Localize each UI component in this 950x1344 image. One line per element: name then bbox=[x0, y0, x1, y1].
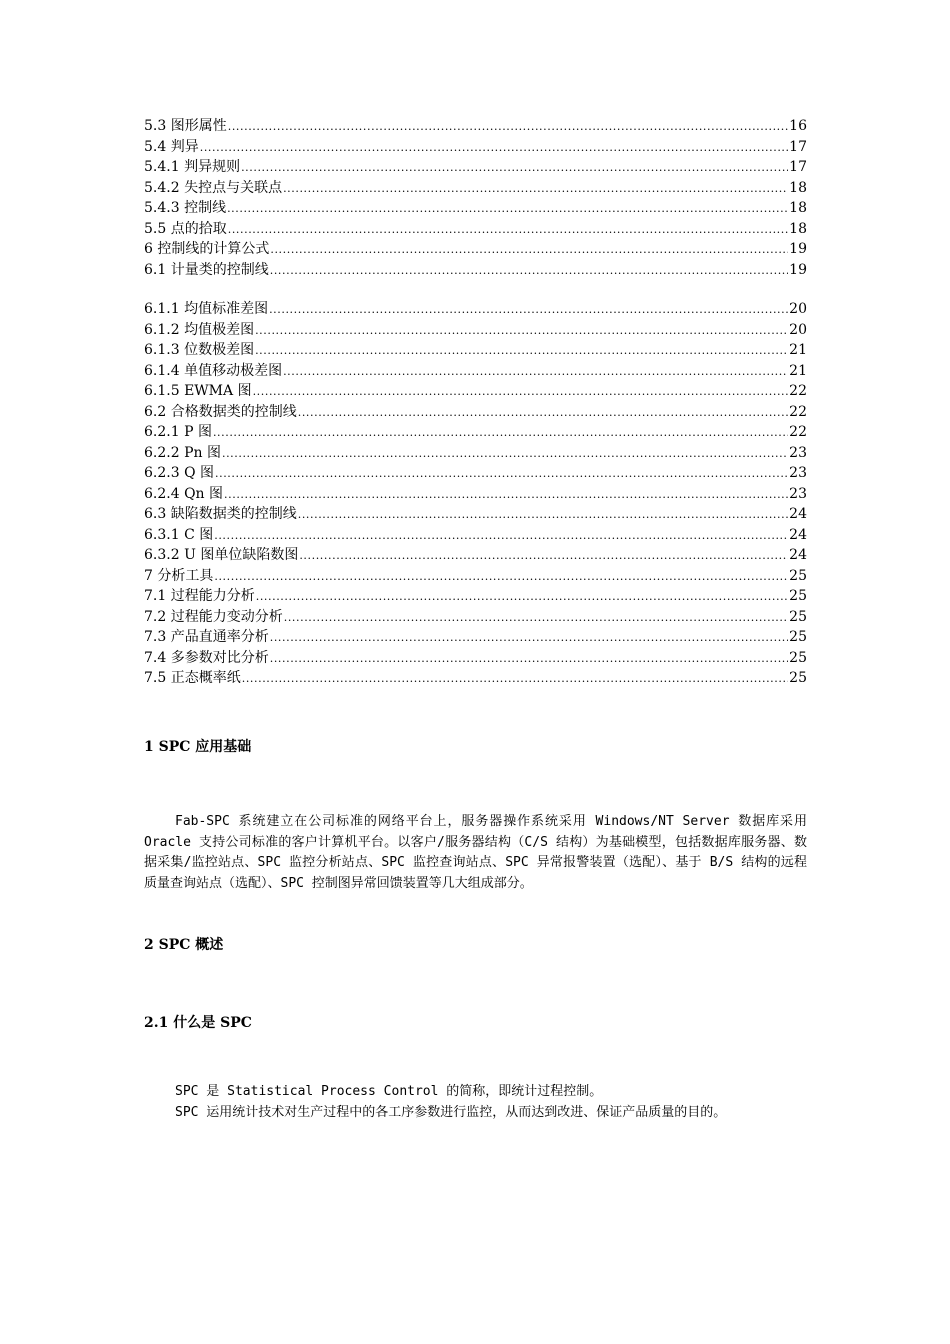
toc-leader-dots bbox=[299, 546, 788, 567]
toc-entry-page: 22 bbox=[789, 383, 807, 399]
section-2-heading: 2 SPC 概述 bbox=[144, 937, 224, 953]
toc-entry[interactable] bbox=[144, 586, 807, 607]
toc-gap bbox=[144, 280, 807, 299]
toc-leader-dots bbox=[222, 444, 788, 465]
table-of-contents bbox=[144, 116, 807, 689]
toc-entry-page: 20 bbox=[789, 321, 807, 338]
section-2-1 bbox=[144, 1012, 807, 1032]
toc-entry-title: 7 分析工具 bbox=[144, 567, 214, 584]
toc-entry[interactable] bbox=[144, 422, 807, 443]
toc-entry[interactable] bbox=[144, 484, 807, 505]
toc-leader-dots bbox=[284, 608, 788, 629]
toc-leader-dots bbox=[255, 321, 788, 342]
section-1-body bbox=[144, 812, 807, 894]
toc-entry-title: 6.3.1 C 图 bbox=[144, 526, 214, 543]
toc-leader-dots bbox=[270, 628, 788, 649]
toc-leader-dots bbox=[256, 587, 788, 608]
toc-entry[interactable] bbox=[144, 137, 807, 158]
toc-entry-page: 24 bbox=[789, 526, 807, 543]
toc-entry-page: 21 bbox=[789, 362, 807, 379]
toc-entry[interactable] bbox=[144, 239, 807, 260]
toc-group-1 bbox=[144, 116, 807, 280]
toc-entry-title: 5.5 点的拾取 bbox=[144, 220, 227, 237]
toc-leader-dots bbox=[228, 220, 788, 241]
toc-leader-dots bbox=[228, 117, 788, 138]
toc-entry-page: 21 bbox=[789, 342, 807, 358]
toc-entry-page: 24 bbox=[789, 547, 807, 563]
toc-entry-title: 6.2.1 P 图 bbox=[144, 424, 212, 440]
toc-entry-title: 6.2.2 Pn 图 bbox=[144, 444, 221, 461]
toc-leader-dots bbox=[224, 485, 788, 506]
toc-entry[interactable] bbox=[144, 648, 807, 669]
toc-entry-title: 6.1.5 EWMA 图 bbox=[144, 383, 252, 399]
toc-entry-title: 7.2 过程能力变动分析 bbox=[144, 608, 283, 625]
section-2 bbox=[144, 934, 807, 954]
toc-leader-dots bbox=[200, 138, 788, 159]
toc-leader-dots bbox=[227, 199, 788, 220]
toc-entry[interactable] bbox=[144, 299, 807, 320]
toc-entry[interactable] bbox=[144, 443, 807, 464]
toc-entry-title: 6.3.2 U 图单位缺陷数图 bbox=[144, 547, 299, 563]
section-2-1-para-2: SPC 运用统计技术对生产过程中的各工序参数进行监控，从而达到改进、保证产品质量的目的。 bbox=[175, 1104, 727, 1120]
toc-entry-title: 6.1.1 均值标准差图 bbox=[144, 301, 269, 317]
toc-leader-dots bbox=[253, 382, 789, 403]
toc-leader-dots bbox=[215, 464, 788, 485]
toc-entry-title: 6.2 合格数据类的控制线 bbox=[144, 403, 297, 420]
toc-entry-title: 7.1 过程能力分析 bbox=[144, 588, 255, 604]
toc-entry-title: 5.3 图形属性 bbox=[144, 118, 227, 134]
toc-entry-page: 23 bbox=[789, 485, 807, 502]
toc-entry-title: 5.4.1 判异规则 bbox=[144, 159, 241, 175]
toc-entry-title: 6.1.4 单值移动极差图 bbox=[144, 362, 283, 379]
toc-entry-page: 22 bbox=[789, 424, 807, 440]
toc-leader-dots bbox=[283, 179, 788, 200]
toc-entry-title: 6 控制线的计算公式 bbox=[144, 241, 270, 257]
toc-group-2 bbox=[144, 299, 807, 689]
toc-entry-title: 6.2.3 Q 图 bbox=[144, 465, 214, 481]
toc-entry-page: 19 bbox=[789, 241, 807, 257]
toc-entry-title: 6.1 计量类的控制线 bbox=[144, 261, 269, 278]
toc-leader-dots bbox=[283, 362, 788, 383]
toc-entry-title: 6.1.2 均值极差图 bbox=[144, 321, 255, 338]
toc-entry[interactable] bbox=[144, 566, 807, 587]
toc-entry-page: 25 bbox=[789, 608, 807, 625]
toc-entry[interactable] bbox=[144, 402, 807, 423]
toc-entry-page: 18 bbox=[789, 179, 807, 196]
toc-entry[interactable] bbox=[144, 116, 807, 137]
toc-entry-title: 7.3 产品直通率分析 bbox=[144, 629, 269, 645]
toc-entry-page: 22 bbox=[789, 403, 807, 420]
toc-entry-title: 7.5 正态概率纸 bbox=[144, 670, 241, 686]
toc-entry-page: 25 bbox=[789, 649, 807, 666]
toc-entry-page: 16 bbox=[789, 118, 807, 134]
toc-entry-page: 23 bbox=[789, 444, 807, 461]
toc-entry[interactable] bbox=[144, 525, 807, 546]
toc-entry[interactable] bbox=[144, 260, 807, 281]
toc-leader-dots bbox=[214, 526, 788, 547]
toc-entry-page: 23 bbox=[789, 465, 807, 481]
section-2-1-body bbox=[144, 1082, 807, 1123]
toc-leader-dots bbox=[242, 669, 788, 690]
toc-entry[interactable] bbox=[144, 340, 807, 361]
toc-leader-dots bbox=[255, 341, 788, 362]
toc-entry-page: 25 bbox=[789, 629, 807, 645]
toc-entry[interactable] bbox=[144, 320, 807, 341]
toc-entry-page: 25 bbox=[789, 670, 807, 686]
toc-leader-dots bbox=[298, 505, 788, 526]
toc-entry-title: 6.2.4 Qn 图 bbox=[144, 485, 224, 502]
toc-entry-title: 6.1.3 位数极差图 bbox=[144, 342, 255, 358]
toc-leader-dots bbox=[270, 649, 788, 670]
toc-entry[interactable] bbox=[144, 668, 807, 689]
toc-leader-dots bbox=[214, 567, 788, 588]
toc-entry-page: 18 bbox=[789, 220, 807, 237]
toc-entry[interactable] bbox=[144, 463, 807, 484]
toc-entry-page: 17 bbox=[789, 159, 807, 175]
section-1-heading: 1 SPC 应用基础 bbox=[144, 739, 252, 755]
toc-leader-dots bbox=[270, 240, 788, 261]
toc-entry[interactable] bbox=[144, 178, 807, 199]
toc-entry[interactable] bbox=[144, 627, 807, 648]
toc-entry-page: 24 bbox=[789, 506, 807, 522]
toc-entry-page: 17 bbox=[789, 138, 807, 155]
toc-entry[interactable] bbox=[144, 361, 807, 382]
toc-entry[interactable] bbox=[144, 198, 807, 219]
toc-entry-page: 25 bbox=[789, 567, 807, 584]
toc-leader-dots bbox=[241, 158, 788, 179]
toc-entry-page: 25 bbox=[789, 588, 807, 604]
toc-entry-title: 5.4.3 控制线 bbox=[144, 200, 227, 216]
section-2-1-heading: 2.1 什么是 SPC bbox=[144, 1015, 252, 1031]
toc-entry[interactable] bbox=[144, 504, 807, 525]
toc-leader-dots bbox=[298, 403, 788, 424]
toc-entry-title: 6.3 缺陷数据类的控制线 bbox=[144, 506, 297, 522]
toc-entry-title: 5.4.2 失控点与关联点 bbox=[144, 179, 283, 196]
toc-entry-page: 20 bbox=[789, 301, 807, 317]
section-1 bbox=[144, 736, 807, 756]
toc-entry-page: 19 bbox=[789, 261, 807, 278]
toc-entry[interactable] bbox=[144, 219, 807, 240]
toc-entry-page: 18 bbox=[789, 200, 807, 216]
toc-leader-dots bbox=[270, 261, 788, 282]
toc-leader-dots bbox=[269, 300, 788, 321]
toc-entry[interactable] bbox=[144, 545, 807, 566]
toc-entry-title: 7.4 多参数对比分析 bbox=[144, 649, 269, 666]
section-2-1-para-1: SPC 是 Statistical Process Control 的简称，即统计过程控制。 bbox=[175, 1084, 603, 1099]
toc-entry[interactable] bbox=[144, 381, 807, 402]
toc-entry-title: 5.4 判异 bbox=[144, 138, 199, 155]
section-1-paragraph: Fab-SPC 系统建立在公司标准的网络平台上，服务器操作系统采用 Windows/NT Server 数据库采用 Oracle 支持公司标准的客户计算机平台。以客户/服务器结构（C/S 结构）为基础模型，包括数据库服务器、数据采集/监控站点、SPC 监控分析站点、SPC 监控查询站点、SPC 异常报警装置（选配）、基于 B/S 结构的远程质量查询站点（选配）、SPC 控制图异常回馈装置等几大组成部分。 bbox=[144, 814, 807, 891]
toc-leader-dots bbox=[213, 423, 788, 444]
toc-entry[interactable] bbox=[144, 607, 807, 628]
toc-entry[interactable] bbox=[144, 157, 807, 178]
